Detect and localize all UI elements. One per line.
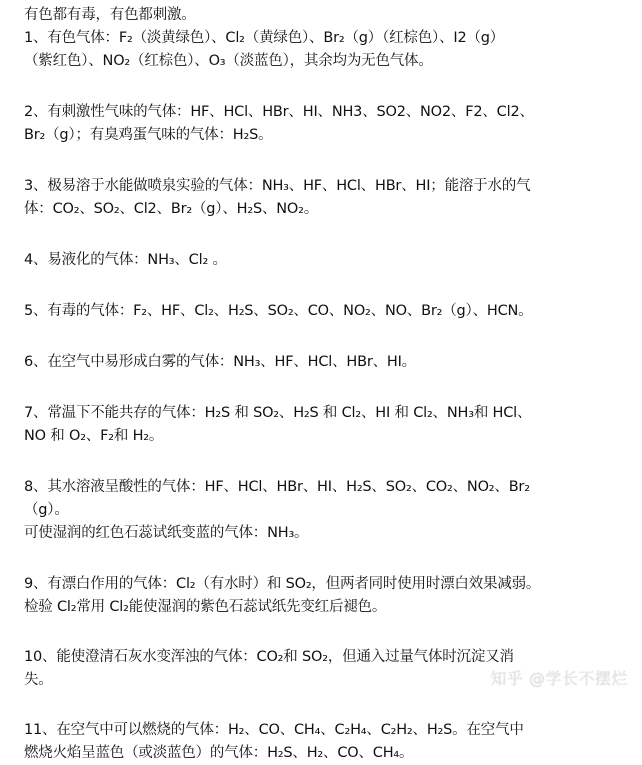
item-1-line-2: （紫红色）、NO₂（红棕色）、O₃（淡蓝色），其余均为无色气体。	[24, 53, 433, 69]
intro-line: 有色都有毒，有色都刺激。	[24, 7, 196, 23]
spacer	[24, 73, 626, 101]
spacer	[24, 448, 626, 476]
item-9-line-2: 检验 Cl₂常用 Cl₂能使湿润的紫色石蕊试纸先变红后褪色。	[24, 599, 387, 615]
item-8-line-2: （g）。	[24, 502, 69, 518]
item-1-line-1: 1、有色气体：F₂（淡黄绿色）、Cl₂（黄绿色）、Br₂（g）（红棕色）、I2（g）	[24, 30, 505, 46]
item-10-line-2: 失。	[24, 672, 53, 688]
item-2-line-2: Br₂（g）；有臭鸡蛋气味的气体：H₂S。	[24, 127, 273, 143]
item-2-line-1: 2、有刺激性气味的气体：HF、HCl、HBr、HI、NH3、SO2、NO2、F2、Cl2、	[24, 104, 534, 120]
spacer	[24, 545, 626, 573]
spacer	[24, 272, 626, 300]
item-10-line-1: 10、能使澄清石灰水变浑浊的气体：CO₂和 SO₂，但通入过量气体时沉淀又消	[24, 649, 514, 665]
item-3-line-1: 3、极易溶于水能做喷泉实验的气体：NH₃、HF、HCl、HBr、HI；能溶于水的气	[24, 178, 531, 194]
item-9-line-1: 9、有漂白作用的气体：Cl₂（有水时）和 SO₂，但两者同时使用时漂白效果减弱。	[24, 576, 541, 592]
item-11-line-1: 11、在空气中可以燃烧的气体：H₂、CO、CH₄、C₂H₄、C₂H₂、H₂S。在空气中	[24, 722, 524, 738]
spacer	[24, 221, 626, 249]
item-11-line-2: 燃烧火焰呈蓝色（或淡蓝色）的气体：H₂S、H₂、CO、CH₄。	[24, 745, 414, 761]
item-8-line-1: 8、其水溶液呈酸性的气体：HF、HCl、HBr、HI、H₂S、SO₂、CO₂、NO₂、Br₂	[24, 479, 530, 495]
item-7-line-1: 7、常温下不能共存的气体：H₂S 和 SO₂、H₂S 和 Cl₂、HI 和 Cl₂、NH₃和 HCl、	[24, 405, 532, 421]
spacer	[24, 323, 626, 351]
item-3-line-2: 体：CO₂、SO₂、Cl2、Br₂（g）、H₂S、NO₂。	[24, 201, 319, 217]
item-8-line-3: 可使湿润的红色石蕊试纸变蓝的气体：NH₃。	[24, 525, 309, 541]
item-5-line-1: 5、有毒的气体：F₂、HF、Cl₂、H₂S、SO₂、CO、NO₂、NO、Br₂（g）、HCN。	[24, 303, 533, 319]
watermark-text: 知乎 @学长不摆烂	[490, 669, 628, 688]
item-7-line-2: NO 和 O₂、F₂和 H₂。	[24, 428, 164, 444]
item-4-line-1: 4、易液化的气体：NH₃、Cl₂ 。	[24, 252, 227, 268]
spacer	[24, 147, 626, 175]
spacer	[24, 374, 626, 402]
item-6-line-1: 6、在空气中易形成白雾的气体：NH₃、HF、HCl、HBr、HI。	[24, 354, 416, 370]
spacer	[24, 692, 626, 719]
spacer	[24, 619, 626, 646]
